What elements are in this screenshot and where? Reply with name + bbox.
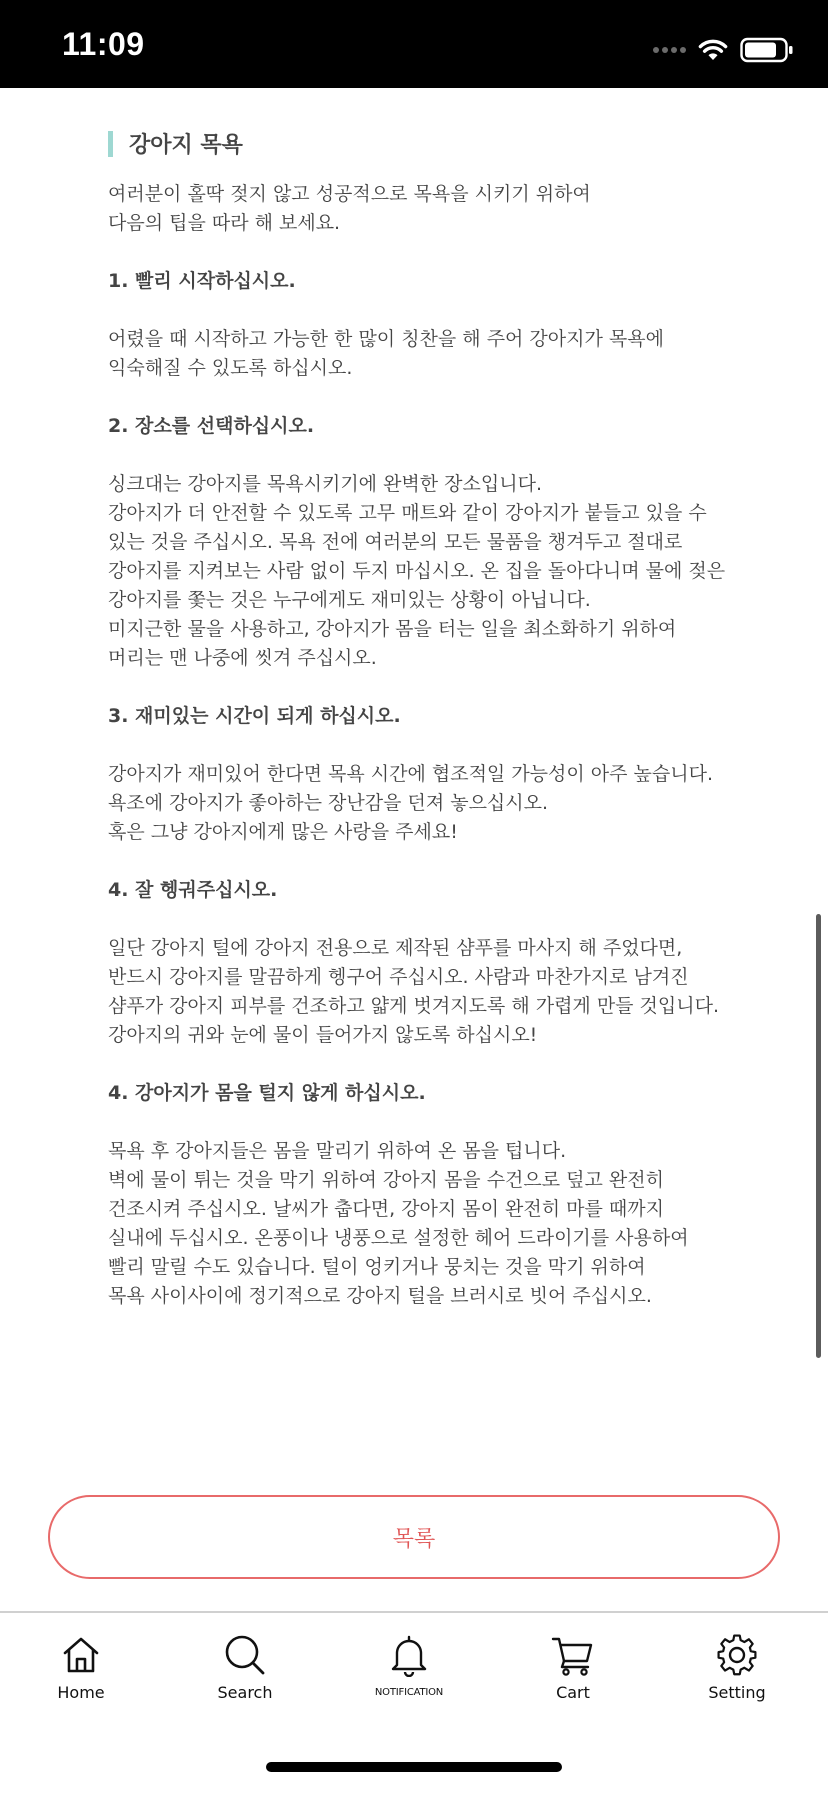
text-line: 강아지를 지켜보는 사람 없이 두지 마십시오. 온 집을 돌아다니며 물에 젖은 — [108, 560, 726, 582]
section-text — [108, 760, 758, 847]
section-text — [108, 1137, 758, 1311]
home-icon — [59, 1633, 103, 1677]
gear-icon — [715, 1633, 759, 1677]
intro-line: 여러분이 홀딱 젖지 않고 성공적으로 목욕을 시키기 위하여 — [108, 183, 591, 205]
section-heading: 2. 장소를 선택하십시오. — [108, 415, 315, 437]
tab-search[interactable] — [185, 1633, 305, 1702]
article-title: 강아지 목욕 — [129, 133, 243, 158]
tab-setting[interactable] — [677, 1633, 797, 1702]
text-line: 반드시 강아지를 말끔하게 헹구어 주십시오. 사람과 마찬가지로 남겨진 — [108, 966, 689, 988]
section-heading: 1. 빨리 시작하십시오. — [108, 270, 296, 292]
text-line: 강아지의 귀와 눈에 물이 들어가지 않도록 하십시오! — [108, 1024, 538, 1046]
text-line: 싱크대는 강아지를 목욕시키기에 완벽한 장소입니다. — [108, 473, 542, 495]
tab-cart[interactable] — [513, 1633, 633, 1702]
text-line: 혹은 그냥 강아지에게 많은 사랑을 주세요! — [108, 821, 458, 843]
section-heading: 4. 강아지가 몸을 털지 않게 하십시오. — [108, 1082, 426, 1104]
section-heading: 4. 잘 헹궈주십시오. — [108, 879, 278, 901]
text-line: 어렸을 때 시작하고 가능한 한 많이 칭찬을 해 주어 강아지가 목욕에 — [108, 328, 664, 350]
text-line: 익숙해질 수 있도록 하십시오. — [108, 357, 353, 379]
text-line: 건조시켜 주십시오. 날씨가 춥다면, 강아지 몸이 완전히 마를 때까지 — [108, 1198, 664, 1220]
tab-setting-label: Setting — [708, 1683, 766, 1702]
article-body — [108, 180, 758, 1340]
status-time: 11:09 — [62, 26, 145, 62]
title-accent-bar — [108, 131, 113, 157]
text-line: 있는 것을 주십시오. 목욕 전에 여러분의 모든 물품을 챙겨두고 절대로 — [108, 531, 683, 553]
status-icons — [653, 34, 794, 66]
search-icon — [223, 1633, 267, 1677]
tab-search-label: Search — [217, 1683, 273, 1702]
article-intro — [108, 180, 758, 238]
intro-line: 다음의 팁을 따라 해 보세요. — [108, 212, 341, 234]
text-line: 미지근한 물을 사용하고, 강아지가 몸을 터는 일을 최소화하기 위하여 — [108, 618, 677, 640]
section-text — [108, 325, 758, 383]
text-line: 강아지가 재미있어 한다면 목욕 시간에 협조적일 가능성이 아주 높습니다. — [108, 763, 713, 785]
article-title-row — [108, 128, 243, 159]
scrollbar[interactable] — [816, 914, 821, 1358]
wifi-icon — [698, 38, 728, 62]
tab-notification[interactable] — [349, 1633, 469, 1698]
section-text — [108, 470, 758, 673]
text-line: 벽에 물이 튀는 것을 막기 위하여 강아지 몸을 수건으로 덮고 완전히 — [108, 1169, 664, 1191]
text-line: 목욕 후 강아지들은 몸을 말리기 위하여 온 몸을 텁니다. — [108, 1140, 567, 1162]
cart-icon — [551, 1633, 595, 1677]
text-line: 강아지를 쫓는 것은 누구에게도 재미있는 상황이 아닙니다. — [108, 589, 591, 611]
home-indicator — [266, 1762, 562, 1772]
text-line: 실내에 두십시오. 온풍이나 냉풍으로 설정한 헤어 드라이기를 사용하여 — [108, 1227, 689, 1249]
text-line: 일단 강아지 털에 강아지 전용으로 제작된 샴푸를 마사지 해 주었다면, — [108, 937, 683, 959]
tab-home-label: Home — [57, 1683, 105, 1702]
text-line: 욕조에 강아지가 좋아하는 장난감을 던져 놓으십시오. — [108, 792, 549, 814]
text-line: 빨리 말릴 수도 있습니다. 털이 엉키거나 뭉치는 것을 막기 위하여 — [108, 1256, 646, 1278]
section-heading: 3. 재미있는 시간이 되게 하십시오. — [108, 705, 401, 727]
tab-cart-label: Cart — [556, 1683, 590, 1702]
section-text — [108, 934, 758, 1050]
tab-home[interactable] — [21, 1633, 141, 1702]
tab-notification-label: NOTIFICATION — [374, 1687, 444, 1698]
status-bar — [0, 0, 828, 88]
battery-icon — [740, 37, 794, 63]
bell-icon — [387, 1633, 431, 1677]
text-line: 강아지가 더 안전할 수 있도록 고무 매트와 같이 강아지가 붙들고 있을 수 — [108, 502, 707, 524]
text-line: 샴푸가 강아지 피부를 건조하고 얇게 벗겨지도록 해 가렵게 만들 것입니다. — [108, 995, 720, 1017]
text-line: 머리는 맨 나중에 씻겨 주십시오. — [108, 647, 377, 669]
list-button[interactable]: 목록 — [48, 1495, 780, 1579]
text-line: 목욕 사이사이에 정기적으로 강아지 털을 브러시로 빗어 주십시오. — [108, 1285, 652, 1307]
cellular-signal-icon — [653, 47, 686, 53]
article-content — [108, 88, 758, 1488]
